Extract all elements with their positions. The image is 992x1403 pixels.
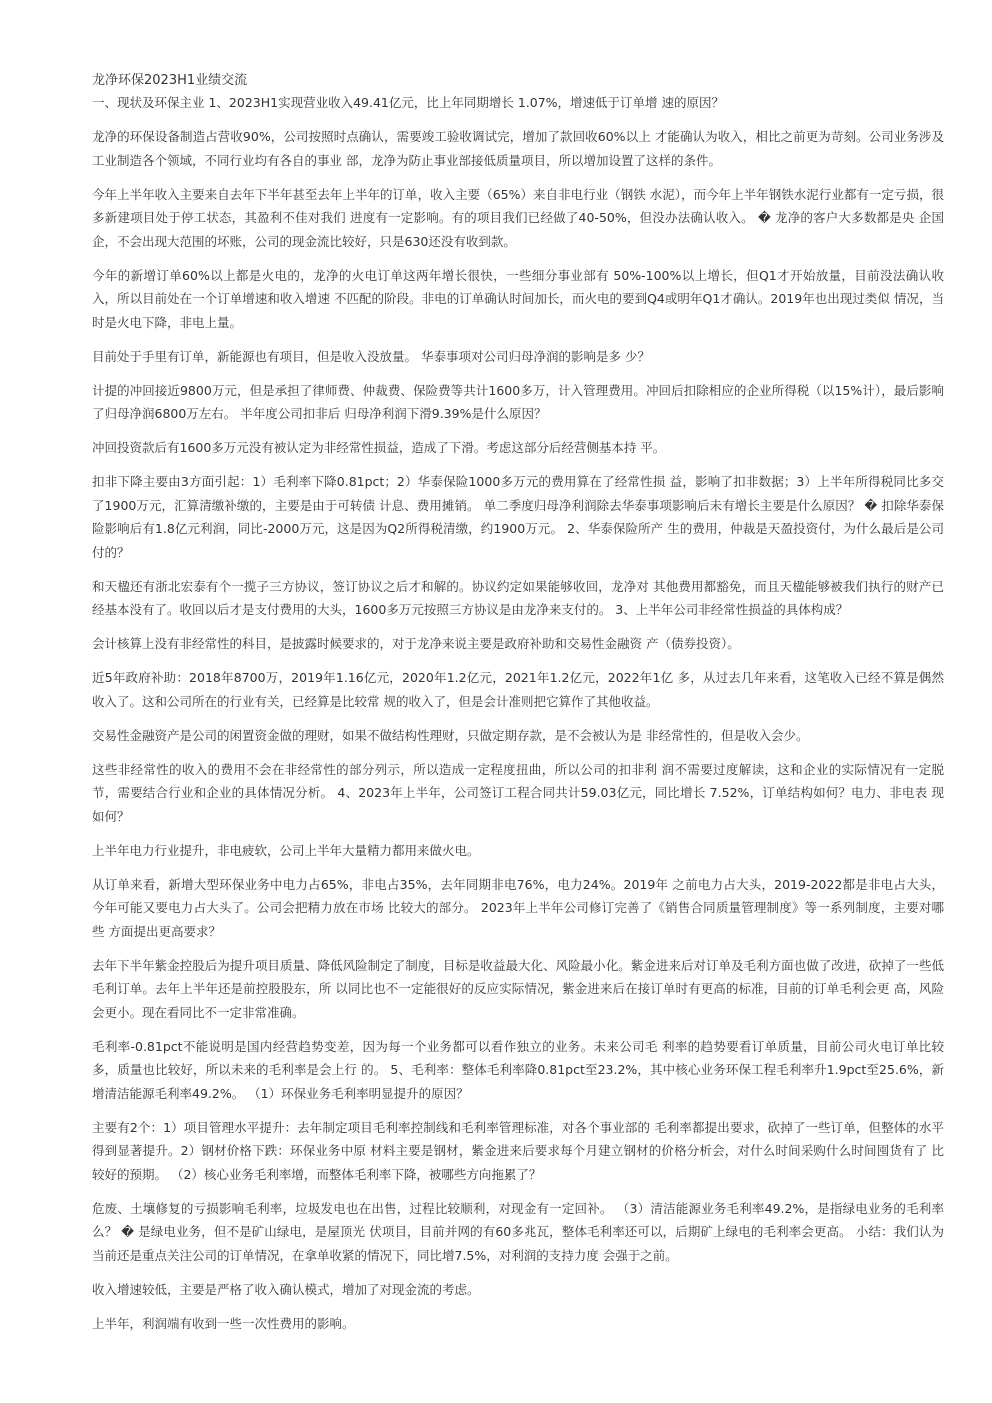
document-page: [92, 70, 944, 1346]
paragraph: 危废、土壤修复的亏损影响毛利率，垃圾发电也在出售，过程比较顺利，对现金有一定回补。 （3）清洁能源业务毛利率49.2%，是指绿电业务的毛利率么？ � 是绿电业务，但不是矿山绿电，是屋顶光 伏项目，目前并网的有60多兆瓦，整体毛利率还可以，后期矿上绿电的毛利率会更高。 小结：我们认为当前还是重点关注公司的订单情况，在拿单收紧的情况下，同比增7.5%，对利润的支持力度 会强于之前。: [92, 1200, 944, 1263]
paragraph: 去年下半年紫金控股后为提升项目质量、降低风险制定了制度，目标是收益最大化、风险最小化。紫金进来后对订单及毛利方面也做了改进，砍掉了一些低毛利订单。去年上半年还是前控股股东，所 以同比也不一定能很好的反应实际情况，紫金进来后在接订单时有更高的标准，目前的订单毛利会更 高，风险会更小。现在看同比不一定非常准确。: [92, 957, 944, 1020]
paragraph: 主要有2个：1）项目管理水平提升：去年制定项目毛利率控制线和毛利率管理标准，对各个事业部的 毛利率都提出要求，砍掉了一些订单，但整体的水平得到显著提升。2）钢材价格下跌：环保业务中原 材料主要是钢材，紫金进来后要求每个月建立钢材的价格分析会，对什么时间采购什么时间囤货有了 比较好的预期。 （2）核心业务毛利率增，而整体毛利率下降，被哪些方向拖累了？: [92, 1119, 944, 1182]
paragraph: 今年上半年收入主要来自去年下半年甚至去年上半年的订单，收入主要（65%）来自非电行业（钢铁 水泥），而今年上半年钢铁水泥行业都有一定亏损，很多新建项目处于停工状态，其盈利不佳对我们 进度有一定影响。有的项目我们已经做了40-50%，但没办法确认收入。 � 龙净的客户大多数都是央 企国企，不会出现大范围的坏账，公司的现金流比较好，只是630还没有收到款。: [92, 186, 944, 249]
paragraph: 这些非经常性的收入的费用不会在非经常性的部分列示，所以造成一定程度扭曲，所以公司的扣非利 润不需要过度解读，这和企业的实际情况有一定脱节，需要结合行业和企业的具体情况分析。 4、2023年上半年，公司签订工程合同共计59.03亿元，同比增长 7.52%，订单结构如何？电力、非电表 现如何？: [92, 761, 944, 824]
paragraph: 上半年，利润端有收到一些一次性费用的影响。: [92, 1315, 355, 1331]
paragraph: 上半年电力行业提升，非电疲软，公司上半年大量精力都用来做火电。: [92, 842, 480, 858]
paragraph: 近5年政府补助：2018年8700万，2019年1.16亿元，2020年1.2亿元，2021年1.2亿元，2022年1亿 多，从过去几年来看，这笔收入已经不算是偶然收入了。这和公司所在的行业有关，已经算是比较常 规的收入了，但是会计准则把它算作了其他收益。: [92, 670, 944, 709]
paragraph: 今年的新增订单60%以上都是火电的，龙净的火电订单这两年增长很快，一些细分事业部有 50%-100%以上增长，但Q1才开始放量，目前没法确认收入，所以目前处在一个订单增速和收入增速 不匹配的阶段。非电的订单确认时间加长，而火电的要到Q4或明年Q1才确认。2019年也出现过类似 情况，当时是火电下降，非电上量。: [92, 267, 944, 330]
paragraph: 龙净的环保设备制造占营收90%，公司按照时点确认，需要竣工验收调试完，增加了款回收60%以上 才能确认为收入，相比之前更为苛刻。公司业务涉及工业制造各个领域，不同行业均有各自的事业 部，龙净为防止事业部接低质量项目，所以增加设置了这样的条件。: [92, 129, 944, 168]
paragraph: 计提的冲回接近9800万元，但是承担了律师费、仲裁费、保险费等共计1600多万，计入管理费用。冲回后扣除相应的企业所得税（以15%计），最后影响了归母净润6800万左右。 半年度公司扣非后 归母净利润下滑9.39%是什么原因？: [92, 382, 944, 421]
paragraph: 交易性金融资产是公司的闲置资金做的理财，如果不做结构性理财，只做定期存款，是不会被认为是 非经常性的，但是收入会少。: [92, 727, 809, 743]
paragraph: 会计核算上没有非经常性的科目，是披露时候要求的，对于龙净来说主要是政府补助和交易性金融资 产（债券投资）。: [92, 636, 740, 651]
paragraph: 一、现状及环保主业 1、2023H1实现营业收入49.41亿元，比上年同期增长 1.07%，增速低于订单增 速的原因？: [92, 95, 725, 110]
paragraph: 扣非下降主要由3方面引起：1）毛利率下降0.81pct；2）华泰保险1000多万元的费用算在了经常性损 益，影响了扣非数据；3）上半年所得税同比多交了1900万元，汇算清缴补缴的，主要是由于可转债 计息、费用摊销。 单二季度归母净利润除去华泰事项影响后未有增长主要是什么原因？ � 扣除华泰保 险影响后有1.8亿元利润，同比-2000万元，这是因为Q2所得税清缴，约1900万元。 2、华泰保险所产 生的费用，仲裁是天盈投资付，为什么最后是公司付的？: [92, 474, 944, 560]
paragraph: 和天楹还有浙北宏泰有个一揽子三方协议，签订协议之后才和解的。协议约定如果能够收回，龙净对 其他费用都豁免，而且天楹能够被我们执行的财产已经基本没有了。收回以后才是支付费用的大头，1600多万元按照三方协议是由龙净来支付的。 3、上半年公司非经常性损益的具体构成？: [92, 578, 944, 617]
paragraph: 收入增速较低，主要是严格了收入确认模式，增加了对现金流的考虑。: [92, 1281, 480, 1297]
paragraph: 目前处于手里有订单，新能源也有项目，但是收入没放量。 华泰事项对公司归母净润的影响是多 少？: [92, 348, 650, 364]
document-title: 龙净环保2023H1业绩交流: [92, 73, 248, 88]
paragraph: 冲回投资款后有1600多万元没有被认定为非经常性损益，造成了下滑。考虑这部分后经营侧基本持 平。: [92, 440, 666, 455]
paragraph: 毛利率-0.81pct不能说明是国内经营趋势变差，因为每一个业务都可以看作独立的业务。未来公司毛 利率的趋势要看订单质量，目前公司火电订单比较多，质量也比较好，所以未来的毛利率是会上行 的。 5、毛利率：整体毛利率降0.81pct至23.2%，其中核心业务环保工程毛利率升1.9pct至25.6%，新增清洁能源毛利率49.2%。 （1）环保业务毛利率明显提升的原因？: [92, 1038, 944, 1101]
paragraph: 从订单来看，新增大型环保业务中电力占65%，非电占35%，去年同期非电76%，电力24%。2019年 之前电力占大头，2019-2022都是非电占大头，今年可能又要电力占大头了。公司会把精力放在市场 比较大的部分。 2023年上半年公司修订完善了《销售合同质量管理制度》等一系列制度，主要对哪些 方面提出更高要求？: [92, 876, 944, 939]
